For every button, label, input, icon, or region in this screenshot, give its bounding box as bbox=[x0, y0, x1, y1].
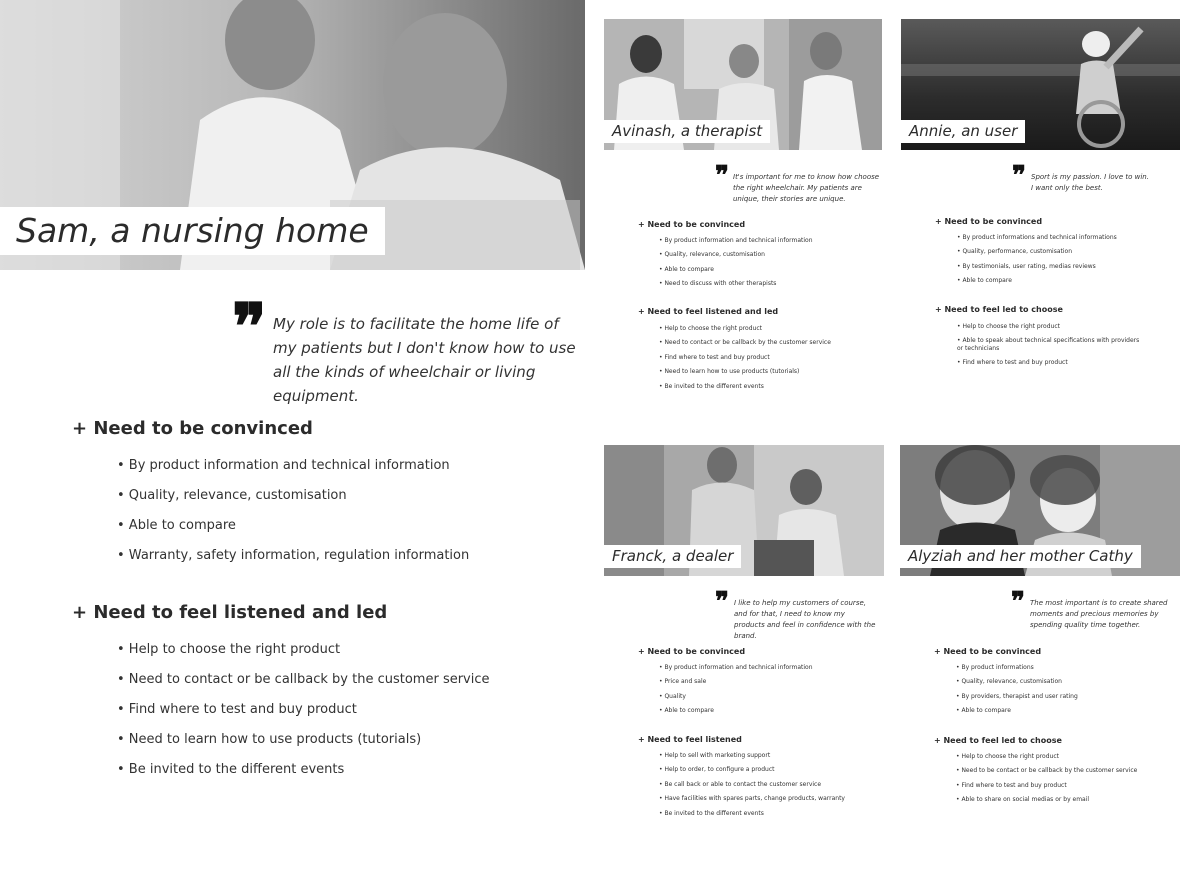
persona-photo bbox=[900, 445, 1180, 576]
list-item: • Quality, performance, customisation bbox=[957, 248, 1072, 256]
list-item: • Be invited to the different events bbox=[659, 809, 764, 817]
persona-section-list bbox=[957, 231, 1117, 289]
list-item: • Help to sell with marketing support bbox=[659, 752, 771, 759]
persona-label: Franck, a dealer bbox=[604, 545, 741, 568]
list-item: • Quality bbox=[659, 692, 686, 700]
list-item: • By product information and technical information bbox=[659, 664, 813, 671]
persona-quote: It's important for me to know how choose the right wheelchair. My patients are unique, their stories are unique. bbox=[733, 173, 880, 203]
persona-section-heading: + Need to be convinced bbox=[638, 647, 746, 656]
persona-section-heading: + Need to feel led to choose bbox=[934, 736, 1062, 745]
list-item: • Find where to test and buy product bbox=[956, 781, 1067, 789]
persona-photo bbox=[604, 19, 882, 150]
main-persona-label: Sam, a nursing home bbox=[0, 207, 385, 255]
persona-section-heading: + Need to feel listened bbox=[638, 735, 742, 744]
list-item: • By testimonials, user rating, medias reviews bbox=[957, 262, 1096, 270]
list-item: • Able to compare bbox=[117, 518, 236, 533]
list-item: • Have facilities with spares parts, change products, warranty bbox=[659, 795, 845, 803]
persona-quote: I like to help my customers of course, and for that, I need to know my products and feel in confidence with the brand. bbox=[734, 599, 876, 640]
persona-section-list bbox=[956, 750, 1137, 808]
quote-mark: ❞ bbox=[1011, 587, 1025, 617]
list-item: • Able to share on social medias or by email bbox=[956, 796, 1090, 804]
quote-mark: ❞ bbox=[715, 587, 729, 617]
list-item: • By product information and technical information bbox=[117, 458, 450, 473]
main-quote-mark: ❞ bbox=[232, 290, 267, 365]
list-item: • Able to compare bbox=[659, 265, 714, 273]
persona-section-list bbox=[956, 661, 1078, 719]
list-item: • Need to contact or be callback by the customer service bbox=[117, 672, 490, 687]
list-item: • Need to be contact or be callback by the customer service bbox=[956, 767, 1138, 775]
persona-section-list bbox=[659, 661, 813, 719]
main-persona-photo bbox=[0, 0, 585, 270]
persona-section-heading: + Need to be convinced bbox=[935, 217, 1043, 226]
quote-mark: ❞ bbox=[715, 161, 729, 191]
list-item: • Be invited to the different events bbox=[659, 382, 764, 390]
list-item: • Help to choose the right product bbox=[956, 753, 1059, 760]
list-item: • Able to compare bbox=[957, 277, 1012, 285]
list-item: • Help to order, to configure a product bbox=[659, 766, 775, 774]
list-item: • Help to choose the right product bbox=[659, 325, 762, 332]
list-item: • Price and sale bbox=[659, 678, 707, 686]
quote-mark: ❞ bbox=[1012, 161, 1026, 191]
list-item: • Quality, relevance, customisation bbox=[956, 678, 1062, 686]
persona-section-list bbox=[957, 320, 1147, 370]
list-item: • Need to learn how to use products (tutorials) bbox=[117, 732, 422, 747]
main-section-heading: + Need to be convinced bbox=[72, 418, 313, 439]
list-item: • Quality, relevance, customisation bbox=[659, 251, 765, 259]
persona-label: Avinash, a therapist bbox=[604, 120, 770, 143]
list-item: • Find where to test and buy product bbox=[957, 359, 1068, 366]
list-item: • Find where to test and buy product bbox=[659, 353, 770, 361]
persona-label: Annie, an user bbox=[901, 120, 1025, 143]
list-item: • Need to contact or be callback by the customer service bbox=[659, 339, 831, 347]
persona-section-list bbox=[659, 322, 831, 394]
list-item: • Be call back or able to contact the customer service bbox=[659, 780, 822, 788]
list-item: • Quality, relevance, customisation bbox=[117, 488, 347, 503]
list-item: • Need to discuss with other therapists bbox=[659, 280, 777, 288]
list-item: • Able to speak about technical specifications with providers or technicians bbox=[957, 337, 1140, 352]
main-section-heading: + Need to feel listened and led bbox=[72, 602, 388, 623]
main-section-list bbox=[117, 635, 490, 785]
list-item: • Need to learn how to use products (tutorials) bbox=[659, 368, 800, 376]
list-item: • Help to choose the right product bbox=[117, 642, 341, 657]
list-item: • Able to compare bbox=[956, 707, 1011, 715]
list-item: • Help to choose the right product bbox=[957, 323, 1060, 330]
persona-section-list bbox=[659, 234, 813, 292]
persona-section-heading: + Need to be convinced bbox=[638, 220, 746, 229]
list-item: • By product information and technical information bbox=[659, 237, 813, 244]
main-quote-text: My role is to facilitate the home life of my patients but I don't know how to use all the kinds of wheelchair or living equipment. bbox=[273, 315, 576, 405]
persona-photo bbox=[901, 19, 1180, 150]
list-item: • Find where to test and buy product bbox=[117, 702, 357, 717]
list-item: • By product informations and technical informations bbox=[957, 234, 1117, 241]
persona-quote: Sport is my passion. I love to win. I want only the best. bbox=[1031, 173, 1149, 192]
list-item: • Be invited to the different events bbox=[117, 762, 345, 777]
list-item: • Warranty, safety information, regulation information bbox=[117, 548, 470, 563]
list-item: • By product informations bbox=[956, 664, 1034, 671]
persona-label: Alyziah and her mother Cathy bbox=[900, 545, 1141, 568]
persona-section-list bbox=[659, 749, 845, 821]
persona-section-heading: + Need to be convinced bbox=[934, 647, 1042, 656]
main-section-list bbox=[117, 451, 469, 571]
persona-quote: The most important is to create shared moments and precious memories by spending quality time together. bbox=[1030, 599, 1168, 629]
list-item: • Able to compare bbox=[659, 707, 714, 715]
persona-section-heading: + Need to feel listened and led bbox=[638, 307, 779, 316]
list-item: • By providers, therapist and user rating bbox=[956, 692, 1078, 700]
persona-photo bbox=[604, 445, 884, 576]
persona-section-heading: + Need to feel led to choose bbox=[935, 305, 1063, 314]
